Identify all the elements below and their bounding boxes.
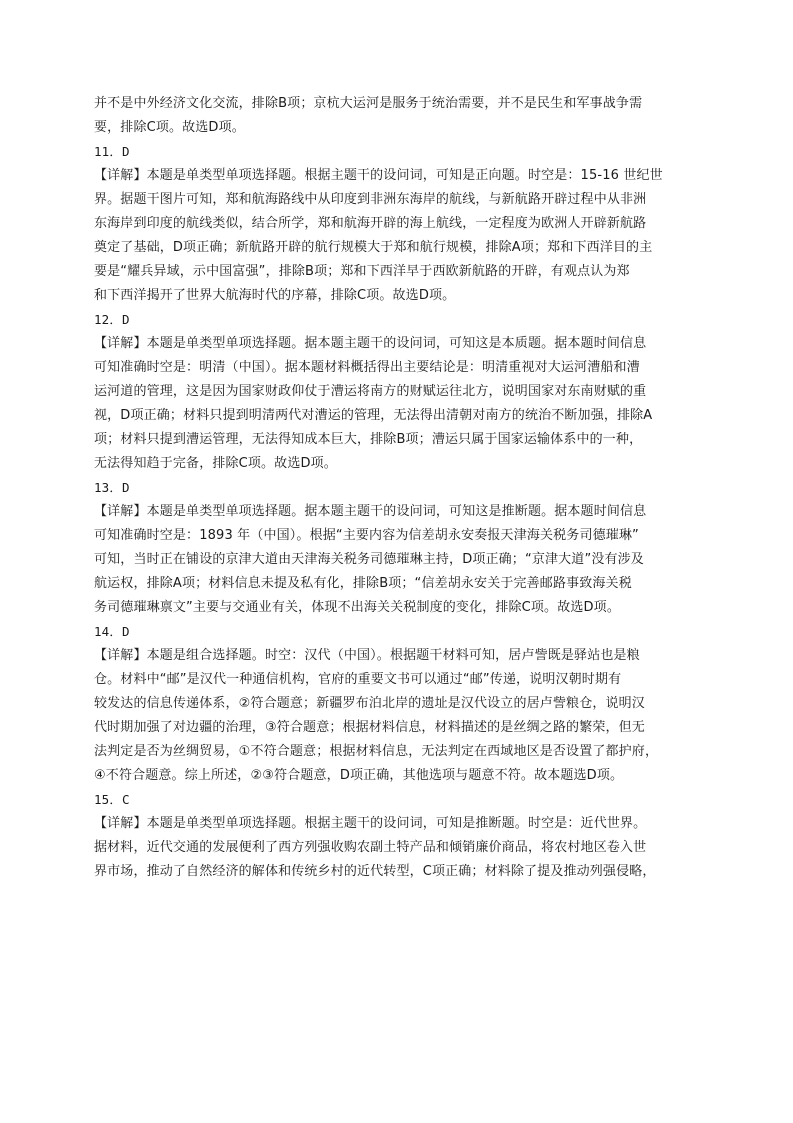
text-line: 【详解】本题是单类型单项选择题。据本题主题干的设问词，可知这是本质题。据本题时间信息 — [94, 336, 647, 351]
text-line: 据材料，近代交通的发展便利了西方列强收购农副土特产品和倾销廉价商品，将农村地区卷入世 — [94, 840, 647, 855]
text-line: 奠定了基础，D项正确；新航路开辟的航行规模大于郑和航行规模，排除A项；郑和下西洋目的主 — [94, 240, 653, 255]
text-line: 法判定是否为丝绸贸易，①不符合题意；根据材料信息，无法判定在西域地区是否设置了都护府， — [94, 744, 659, 759]
text-line: 代时期加强了对边疆的治理，③符合题意；根据材料信息，材料描述的是丝绸之路的繁荣，但无 — [94, 720, 645, 735]
text-line: 较发达的信息传递体系，②符合题意；新疆罗布泊北岸的遗址是汉代设立的居卢訾粮仓，说明汉 — [94, 696, 645, 711]
text-line: 务司德璀琳禀文”主要与交通业有关，体现不出海关关税制度的变化，排除C项。故选D项。 — [94, 600, 620, 615]
text-line: 可知准确时空是：明清（中国）。据本题材料概括得出主要结论是：明清重视对大运河漕船和漕 — [94, 360, 640, 375]
answer-11: 11．D — [94, 144, 130, 159]
text-line: 并不是中外经济文化交流，排除B项；京杭大运河是服务于统治需要，并不是民生和军事战争需 — [94, 96, 643, 111]
text-line: 航运权，排除A项；材料信息未提及私有化，排除B项；“信差胡永安关于完善邮路事致海关税 — [94, 576, 632, 591]
text-line: 可知准确时空是：1893 年（中国）。根据“主要内容为信差胡永安奏报天津海关税务司德璀琳” — [94, 528, 639, 543]
answer-15: 15．C — [94, 792, 130, 807]
text-line: 界市场，推动了自然经济的解体和传统乡村的近代转型，C项正确；材料除了提及推动列强侵略， — [94, 864, 656, 879]
text-line: 东海岸到印度的航线类似，结合所学，郑和航海开辟的海上航线，一定程度为欧洲人开辟新航路 — [94, 216, 647, 231]
text-line: 界。据题干图片可知，郑和航海路线中从印度到非洲东海岸的航线，与新航路开辟过程中从非洲 — [94, 192, 647, 207]
text-line: 【详解】本题是单类型单项选择题。根据主题干的设问词，可知是推断题。时空是：近代世界。 — [94, 816, 647, 831]
text-line: 可知，当时正在铺设的京津大道由天津海关税务司德璀琳主持，D项正确；“京津大道”没有涉及 — [94, 552, 644, 567]
text-line: 【详解】本题是单类型单项选择题。根据主题干的设问词，可知是正向题。时空是：15-16 世纪世 — [94, 168, 663, 183]
text-line: ④不符合题意。综上所述，②③符合题意，D项正确，其他选项与题意不符。故本题选D项。 — [94, 768, 624, 783]
text-line: 项；材料只提到漕运管理，无法得知成本巨大，排除B项；漕运只属于国家运输体系中的一种， — [94, 432, 643, 447]
answer-12: 12．D — [94, 312, 130, 327]
text-line: 视，D项正确；材料只提到明清两代对漕运的管理，无法得出清朝对南方的统治不断加强，排除A — [94, 408, 653, 423]
text-line: 仓。材料中“邮”是汉代一种通信机构，官府的重要文书可以通过“邮”传递，说明汉朝时期有 — [94, 672, 622, 687]
text-line: 运河道的管理，这是因为国家财政仰仗于漕运将南方的财赋运往北方，说明国家对东南财赋的重 — [94, 384, 647, 399]
text-line: 要，排除C项。故选D项。 — [94, 120, 245, 135]
answer-14: 14．D — [94, 624, 130, 639]
text-line: 和下西洋揭开了世界大航海时代的序幕，排除C项。故选D项。 — [94, 288, 456, 303]
text-line: 要是“耀兵异域，示中国富强”，排除B项；郑和下西洋早于西欧新航路的开辟，有观点认为郑 — [94, 264, 630, 279]
answer-13: 13．D — [94, 480, 130, 495]
text-line: 无法得知趋于完备，排除C项。故选D项。 — [94, 456, 337, 471]
text-line: 【详解】本题是组合选择题。时空：汉代（中国）。根据题干材料可知，居卢訾既是驿站也是粮 — [94, 648, 640, 663]
text-line: 【详解】本题是单类型单项选择题。据本题主题干的设问词，可知这是推断题。据本题时间信息 — [94, 504, 647, 519]
answer-explanations — [94, 92, 704, 884]
